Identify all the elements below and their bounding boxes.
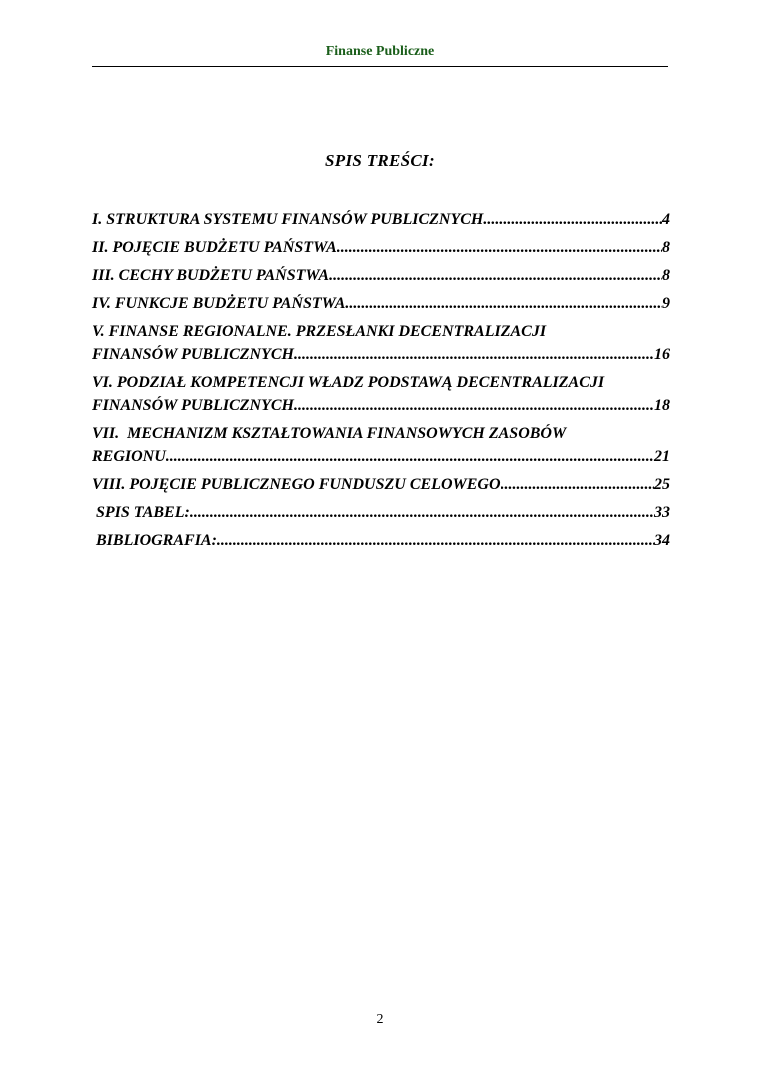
toc-leader [345, 292, 662, 316]
toc-page-number: 33 [654, 504, 670, 521]
toc-page-number: 8 [662, 267, 670, 284]
toc-page-number: 21 [654, 448, 670, 465]
header-rule [92, 66, 668, 67]
toc-entry-title: VI. PODZIAŁ KOMPETENCJI WŁADZ PODSTAWĄ DECENTRALIZACJI [92, 374, 605, 391]
toc-entry[interactable] [92, 264, 670, 288]
toc-entry-title: IV. FUNKCJE BUDŻETU PAŃSTWA [92, 295, 346, 312]
toc-page-number: 18 [654, 397, 670, 414]
toc-entry[interactable] [92, 208, 670, 232]
table-of-contents [92, 208, 670, 553]
toc-entry[interactable] [92, 422, 670, 469]
toc-leader [483, 208, 662, 232]
toc-entry-title: VII. MECHANIZM KSZTAŁTOWANIA FINANSOWYCH ZASOBÓW [92, 425, 567, 442]
toc-entry[interactable] [92, 529, 670, 553]
toc-entry-title: SPIS TABEL: [96, 504, 190, 521]
toc-leader [337, 236, 662, 260]
toc-leader [190, 501, 654, 525]
toc-leader [294, 394, 654, 418]
toc-title: SPIS TREŚCI: [325, 151, 435, 170]
toc-entry-title: BIBLIOGRAFIA: [96, 532, 217, 549]
toc-entry[interactable] [92, 236, 670, 260]
running-header: Finanse Publiczne [325, 44, 435, 59]
toc-entry-title: II. POJĘCIE BUDŻETU PAŃSTWA [92, 239, 337, 256]
toc-leader [217, 529, 654, 553]
toc-leader [294, 343, 654, 367]
toc-entry[interactable] [92, 473, 670, 497]
toc-entry-title: VIII. POJĘCIE PUBLICZNEGO FUNDUSZU CELOWEGO [92, 476, 501, 493]
toc-page-number: 9 [662, 295, 670, 312]
page-number: 2 [376, 1012, 384, 1027]
toc-entry-title: I. STRUKTURA SYSTEMU FINANSÓW PUBLICZNYCH [92, 211, 484, 228]
toc-page-number: 25 [654, 476, 670, 493]
toc-page-number: 16 [654, 346, 670, 363]
toc-entry[interactable] [92, 320, 670, 367]
toc-page-number: 8 [662, 239, 670, 256]
toc-entry[interactable] [92, 292, 670, 316]
toc-entry[interactable] [92, 501, 670, 525]
toc-page-number: 4 [662, 211, 670, 228]
toc-entry-title-continued: FINANSÓW PUBLICZNYCH [92, 397, 294, 414]
toc-leader [329, 264, 662, 288]
toc-leader [501, 473, 655, 497]
toc-entry-title: V. FINANSE REGIONALNE. PRZESŁANKI DECENTRALIZACJI [92, 323, 547, 340]
toc-entry-title-continued: FINANSÓW PUBLICZNYCH [92, 346, 294, 363]
toc-entry[interactable] [92, 371, 670, 418]
toc-leader [166, 445, 654, 469]
toc-entry-title: III. CECHY BUDŻETU PAŃSTWA [92, 267, 330, 284]
toc-entry-title-continued: REGIONU [92, 448, 166, 465]
toc-page-number: 34 [654, 532, 670, 549]
